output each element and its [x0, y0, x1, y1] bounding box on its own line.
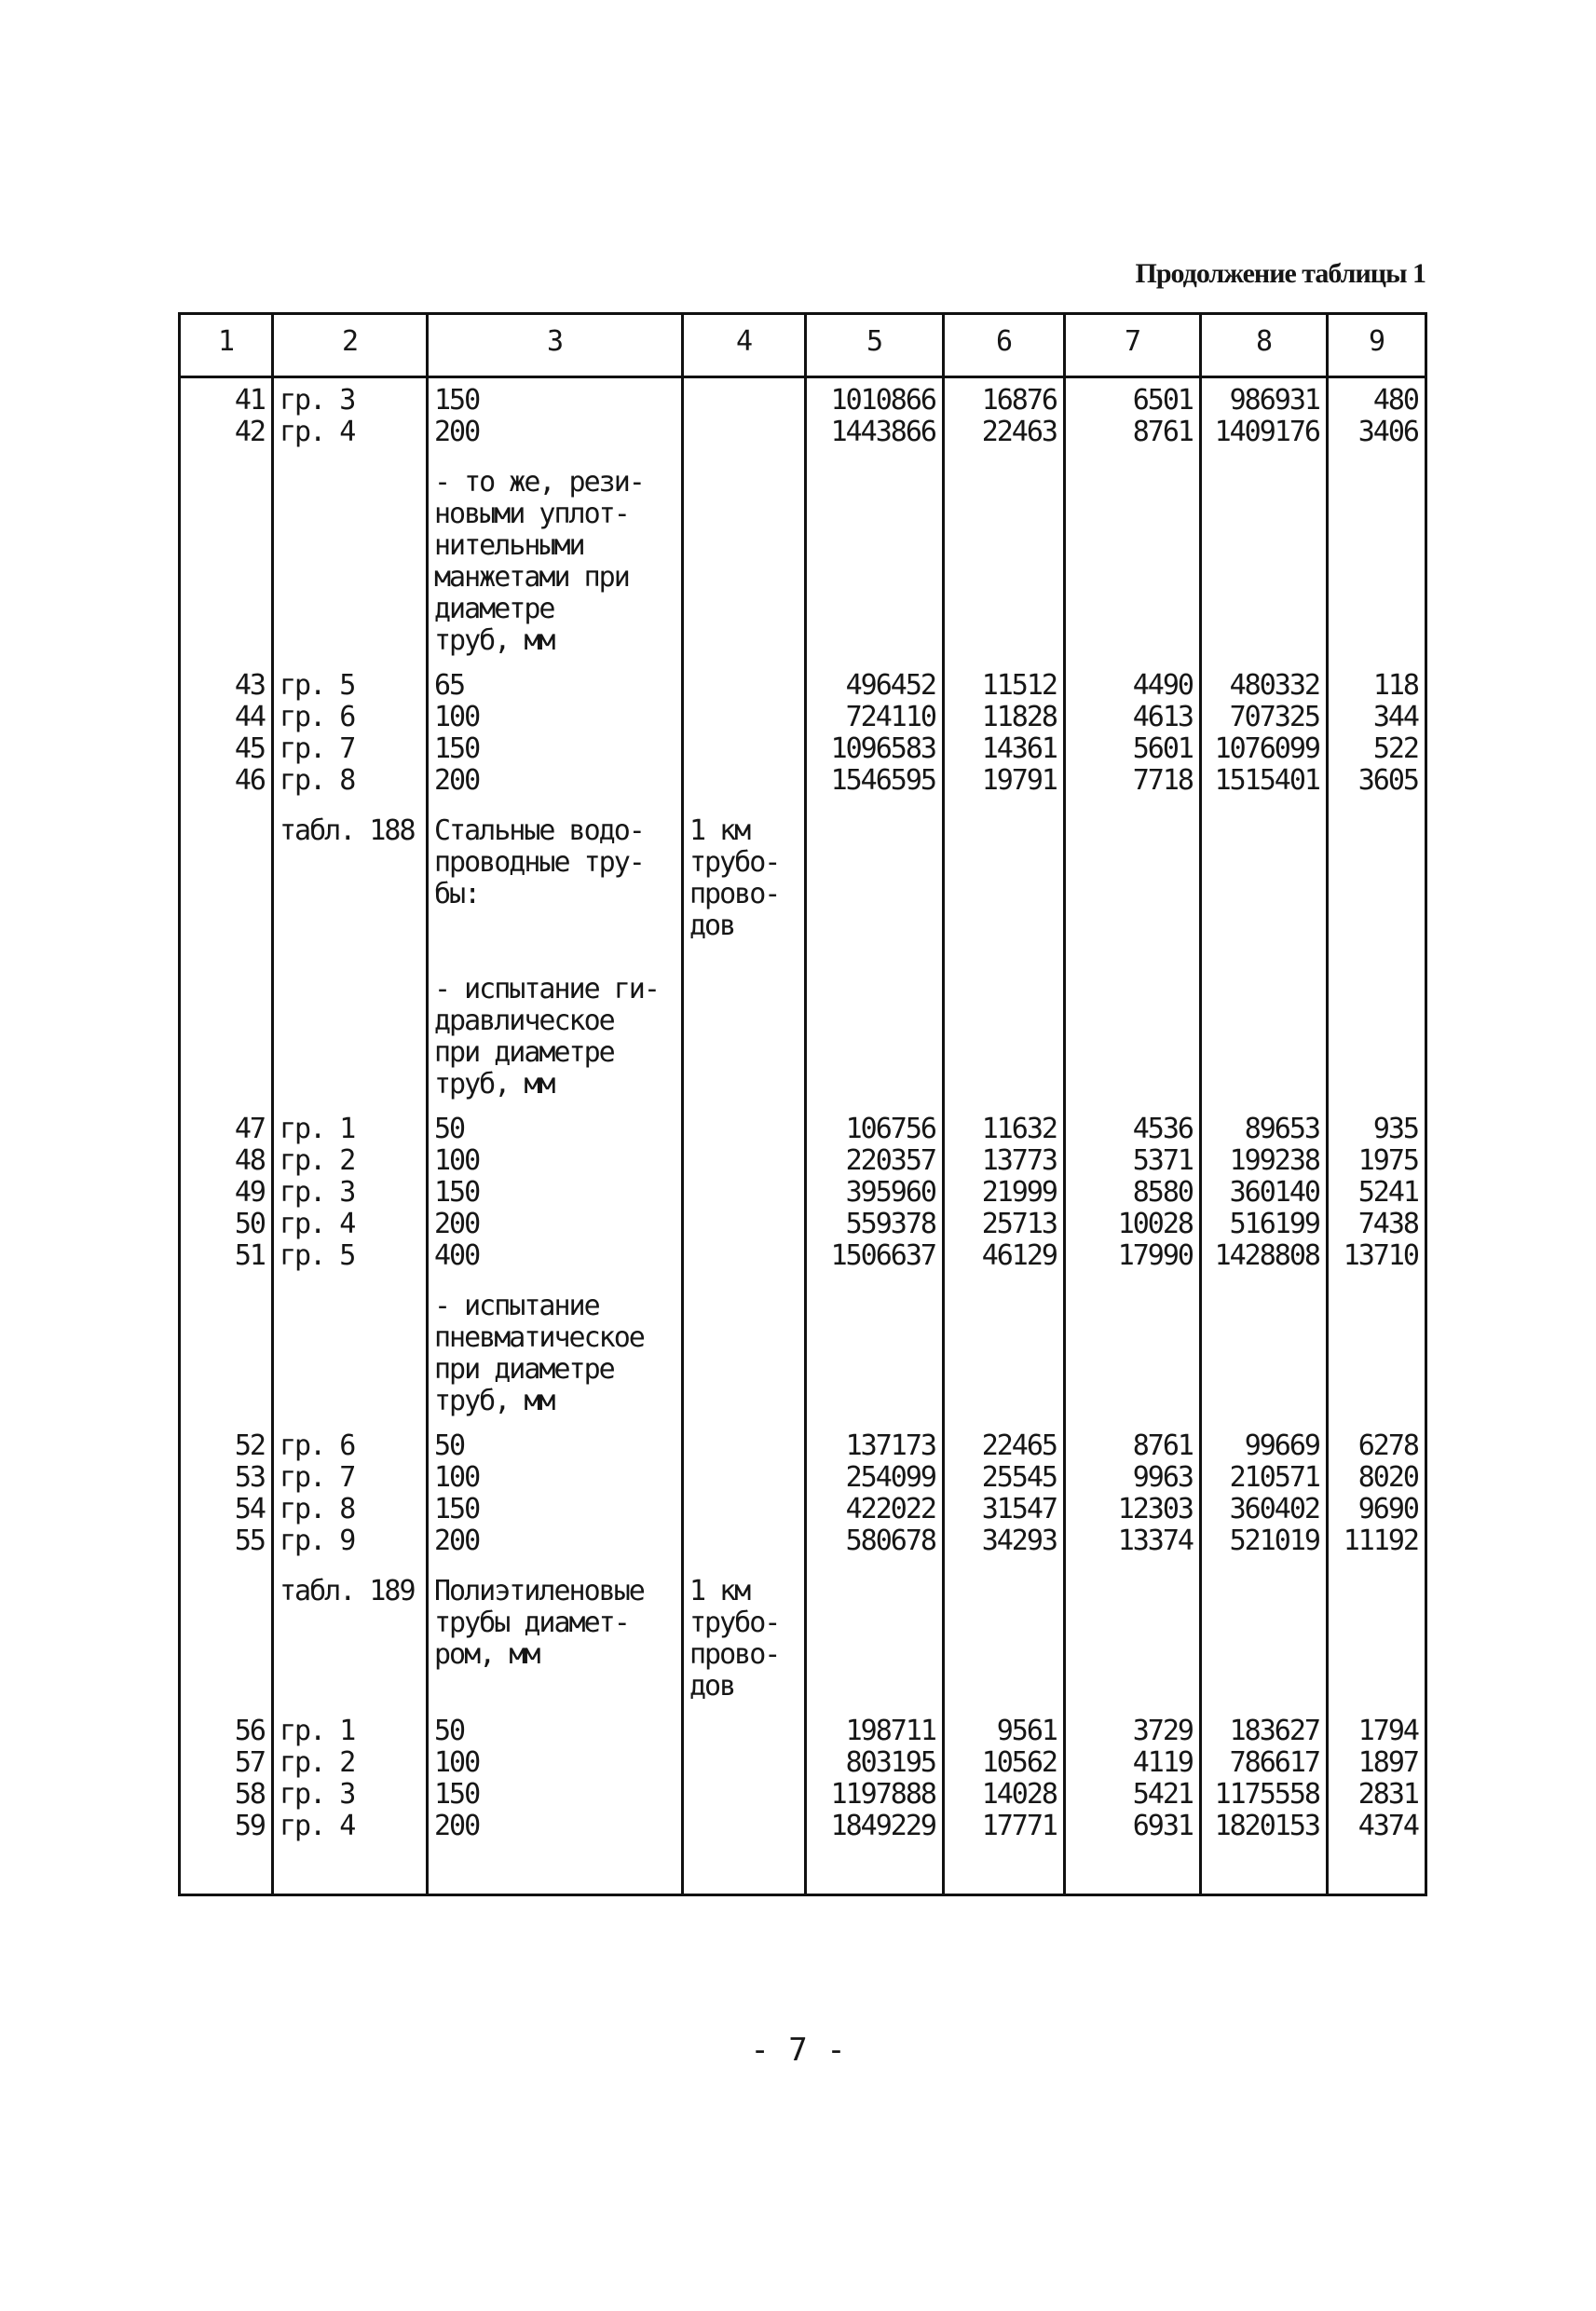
cell-col8: 199238 — [1229, 1144, 1319, 1177]
cell-col1: 56 — [234, 1715, 265, 1747]
cell-col9: 6278 — [1357, 1429, 1418, 1462]
cell-col7: 12303 — [1117, 1493, 1193, 1525]
cell-col5: 395960 — [845, 1176, 935, 1209]
cell-col8: 1076099 — [1214, 732, 1319, 765]
cell-col1: 58 — [234, 1778, 265, 1811]
cell-col2: гр. 5 — [280, 669, 355, 702]
cell-col5: 1506637 — [830, 1239, 935, 1272]
cell-col3: 150 — [434, 1493, 480, 1525]
cell-col6: 31547 — [981, 1493, 1057, 1525]
cell-col3: 65 — [434, 669, 465, 702]
cell-col8: 516199 — [1229, 1208, 1319, 1240]
cell-col9: 1794 — [1357, 1715, 1418, 1747]
cell-col7: 5601 — [1132, 732, 1193, 765]
cell-col3: 50 — [434, 1113, 465, 1145]
cell-col1: 59 — [234, 1810, 265, 1842]
cell-col9: 1897 — [1357, 1746, 1418, 1779]
cell-col7: 7718 — [1132, 764, 1193, 797]
cell-col9: 480 — [1372, 384, 1418, 417]
cell-col1: 57 — [234, 1746, 265, 1779]
column-header-6: 6 — [995, 325, 1012, 358]
cell-col7: 4490 — [1132, 669, 1193, 702]
cell-col6: 34293 — [981, 1525, 1057, 1557]
column-header-1: 1 — [217, 325, 234, 358]
cell-col7: 4536 — [1132, 1113, 1193, 1145]
cell-col3: 150 — [434, 1176, 480, 1209]
cell-col9: 522 — [1372, 732, 1418, 765]
cell-col6: 13773 — [981, 1144, 1057, 1177]
cell-col7: 6501 — [1132, 384, 1193, 417]
cell-col5: 220357 — [845, 1144, 935, 1177]
cell-col3: 100 — [434, 1746, 480, 1779]
cell-col9: 3605 — [1357, 764, 1418, 797]
cell-col5: 1546595 — [830, 764, 935, 797]
cell-col8: 986931 — [1229, 384, 1319, 417]
cell-col9: 5241 — [1357, 1176, 1418, 1209]
cell-col2: гр. 6 — [280, 701, 355, 733]
column-rule — [942, 312, 945, 1896]
cell-col8: 1515401 — [1214, 764, 1319, 797]
cell-col8: 89653 — [1244, 1113, 1319, 1145]
cell-col2: гр. 2 — [280, 1144, 355, 1177]
cell-col9: 9690 — [1357, 1493, 1418, 1525]
cell-col2: гр. 7 — [280, 1461, 355, 1494]
column-header-7: 7 — [1124, 325, 1140, 358]
cell-col5: 803195 — [845, 1746, 935, 1779]
cell-col6: 10562 — [981, 1746, 1057, 1779]
cell-col3: 100 — [434, 701, 480, 733]
cell-col7: 5421 — [1132, 1778, 1193, 1811]
cell-col8: 521019 — [1229, 1525, 1319, 1557]
cell-col3: - то же, рези- новыми уплот- нительными манжетами при диаметре труб, мм — [434, 466, 644, 657]
cell-col2: гр. 7 — [280, 732, 355, 765]
cell-col2: гр. 4 — [280, 416, 355, 448]
cell-col9: 13710 — [1343, 1239, 1418, 1272]
cell-col6: 14361 — [981, 732, 1057, 765]
cell-col5: 1096583 — [830, 732, 935, 765]
column-rule — [804, 312, 807, 1896]
cell-col2: гр. 8 — [280, 1493, 355, 1525]
cell-col1: 47 — [234, 1113, 265, 1145]
cell-col3: 150 — [434, 732, 480, 765]
cell-col5: 724110 — [845, 701, 935, 733]
cell-col6: 9561 — [996, 1715, 1057, 1747]
cell-col3: - испытание пневматическое при диаметре труб, мм — [434, 1290, 644, 1417]
cell-col1: 41 — [234, 384, 265, 417]
cell-col2: гр. 5 — [280, 1239, 355, 1272]
cell-col7: 5371 — [1132, 1144, 1193, 1177]
cell-col5: 496452 — [845, 669, 935, 702]
cell-col1: 46 — [234, 764, 265, 797]
cell-col2: гр. 9 — [280, 1525, 355, 1557]
column-rule — [1425, 312, 1427, 1896]
cell-col2: гр. 4 — [280, 1810, 355, 1842]
cell-col7: 13374 — [1117, 1525, 1193, 1557]
cell-col7: 4613 — [1132, 701, 1193, 733]
cell-col8: 1820153 — [1214, 1810, 1319, 1842]
cell-col1: 49 — [234, 1176, 265, 1209]
cell-col3: 200 — [434, 1525, 480, 1557]
cell-col9: 3406 — [1357, 416, 1418, 448]
cell-col6: 22465 — [981, 1429, 1057, 1462]
cell-col2: гр. 3 — [280, 1176, 355, 1209]
cell-col4: 1 км трубо- прово- дов — [689, 814, 780, 942]
cell-col3: 100 — [434, 1461, 480, 1494]
cell-col2: гр. 1 — [280, 1715, 355, 1747]
cell-col8: 360140 — [1229, 1176, 1319, 1209]
column-rule — [178, 312, 181, 1896]
cell-col5: 1443866 — [830, 416, 935, 448]
cell-col6: 19791 — [981, 764, 1057, 797]
cell-col7: 10028 — [1117, 1208, 1193, 1240]
column-rule — [681, 312, 684, 1896]
cell-col7: 8761 — [1132, 416, 1193, 448]
cell-col5: 1849229 — [830, 1810, 935, 1842]
cell-col2: гр. 8 — [280, 764, 355, 797]
cell-col5: 198711 — [845, 1715, 935, 1747]
cell-col2: гр. 4 — [280, 1208, 355, 1240]
cell-col7: 8761 — [1132, 1429, 1193, 1462]
table-top-border — [179, 312, 1425, 315]
cell-col7: 8580 — [1132, 1176, 1193, 1209]
cell-col8: 707325 — [1229, 701, 1319, 733]
cell-col5: 580678 — [845, 1525, 935, 1557]
page-number: - 7 - — [750, 2031, 846, 2069]
cell-col5: 106756 — [845, 1113, 935, 1145]
column-header-8: 8 — [1255, 325, 1272, 358]
cell-col5: 137173 — [845, 1429, 935, 1462]
cell-col6: 21999 — [981, 1176, 1057, 1209]
cell-col2: гр. 1 — [280, 1113, 355, 1145]
cell-col3: - испытание ги- дравлическое при диаметре труб, мм — [434, 973, 659, 1101]
cell-col1: 45 — [234, 732, 265, 765]
cell-col6: 11512 — [981, 669, 1057, 702]
cell-col9: 7438 — [1357, 1208, 1418, 1240]
cell-col7: 17990 — [1117, 1239, 1193, 1272]
cell-col7: 6931 — [1132, 1810, 1193, 1842]
cell-col5: 254099 — [845, 1461, 935, 1494]
cell-col1: 53 — [234, 1461, 265, 1494]
cell-col5: 1010866 — [830, 384, 935, 417]
cell-col6: 11828 — [981, 701, 1057, 733]
column-header-3: 3 — [546, 325, 563, 358]
table-bottom-border — [179, 1894, 1425, 1896]
cell-col3: 150 — [434, 384, 480, 417]
column-rule — [1199, 312, 1202, 1896]
column-rule — [426, 312, 429, 1896]
cell-col2: гр. 3 — [280, 384, 355, 417]
cell-col8: 210571 — [1229, 1461, 1319, 1494]
cell-col9: 4374 — [1357, 1810, 1418, 1842]
column-rule — [1326, 312, 1329, 1896]
column-rule — [1063, 312, 1066, 1896]
cell-col3: 50 — [434, 1429, 465, 1462]
cell-col6: 11632 — [981, 1113, 1057, 1145]
cell-col1: 48 — [234, 1144, 265, 1177]
cell-col1: 52 — [234, 1429, 265, 1462]
cell-col8: 99669 — [1244, 1429, 1319, 1462]
cell-col6: 25713 — [981, 1208, 1057, 1240]
column-rule — [271, 312, 274, 1896]
cell-col6: 25545 — [981, 1461, 1057, 1494]
cell-col4: 1 км трубо- прово- дов — [689, 1575, 780, 1702]
cell-col8: 1409176 — [1214, 416, 1319, 448]
cell-col9: 344 — [1372, 701, 1418, 733]
cell-col6: 22463 — [981, 416, 1057, 448]
cell-col3: 200 — [434, 764, 480, 797]
cell-col7: 3729 — [1132, 1715, 1193, 1747]
cell-col8: 786617 — [1229, 1746, 1319, 1779]
cell-col1: 42 — [234, 416, 265, 448]
cell-col3: 200 — [434, 1810, 480, 1842]
cell-col3: 100 — [434, 1144, 480, 1177]
cell-col9: 2831 — [1357, 1778, 1418, 1811]
cell-col8: 1428808 — [1214, 1239, 1319, 1272]
cell-col2: гр. 6 — [280, 1429, 355, 1462]
cell-col1: 51 — [234, 1239, 265, 1272]
cell-col6: 46129 — [981, 1239, 1057, 1272]
cell-col8: 183627 — [1229, 1715, 1319, 1747]
cell-col6: 14028 — [981, 1778, 1057, 1811]
column-header-9: 9 — [1368, 325, 1385, 358]
column-header-2: 2 — [341, 325, 358, 358]
cell-col8: 1175558 — [1214, 1778, 1319, 1811]
cell-col1: 43 — [234, 669, 265, 702]
cell-col9: 118 — [1372, 669, 1418, 702]
cell-col3: 150 — [434, 1778, 480, 1811]
cell-col8: 480332 — [1229, 669, 1319, 702]
cell-col3: Полиэтиленовые трубы диамет- ром, мм — [434, 1575, 644, 1671]
cell-col6: 16876 — [981, 384, 1057, 417]
cell-col1: 50 — [234, 1208, 265, 1240]
table-caption: Продолжение таблицы 1 — [1135, 258, 1425, 289]
cell-col9: 1975 — [1357, 1144, 1418, 1177]
cell-col9: 11192 — [1343, 1525, 1418, 1557]
column-header-4: 4 — [735, 325, 752, 358]
cell-col6: 17771 — [981, 1810, 1057, 1842]
cell-col1: 44 — [234, 701, 265, 733]
cell-col5: 422022 — [845, 1493, 935, 1525]
column-header-5: 5 — [866, 325, 882, 358]
cell-col9: 8020 — [1357, 1461, 1418, 1494]
cell-col7: 9963 — [1132, 1461, 1193, 1494]
cell-col2: табл. 189 — [280, 1575, 415, 1607]
cell-col2: табл. 188 — [280, 814, 415, 847]
cell-col2: гр. 3 — [280, 1778, 355, 1811]
cell-col3: Стальные водо- проводные тру- бы: — [434, 814, 644, 910]
cell-col8: 360402 — [1229, 1493, 1319, 1525]
cell-col3: 400 — [434, 1239, 480, 1272]
cell-col1: 54 — [234, 1493, 265, 1525]
cell-col7: 4119 — [1132, 1746, 1193, 1779]
cell-col3: 50 — [434, 1715, 465, 1747]
header-rule — [179, 376, 1425, 378]
cell-col3: 200 — [434, 1208, 480, 1240]
cell-col1: 55 — [234, 1525, 265, 1557]
cell-col5: 559378 — [845, 1208, 935, 1240]
cell-col5: 1197888 — [830, 1778, 935, 1811]
data-table — [179, 312, 1425, 1896]
cell-col9: 935 — [1372, 1113, 1418, 1145]
cell-col2: гр. 2 — [280, 1746, 355, 1779]
cell-col3: 200 — [434, 416, 480, 448]
